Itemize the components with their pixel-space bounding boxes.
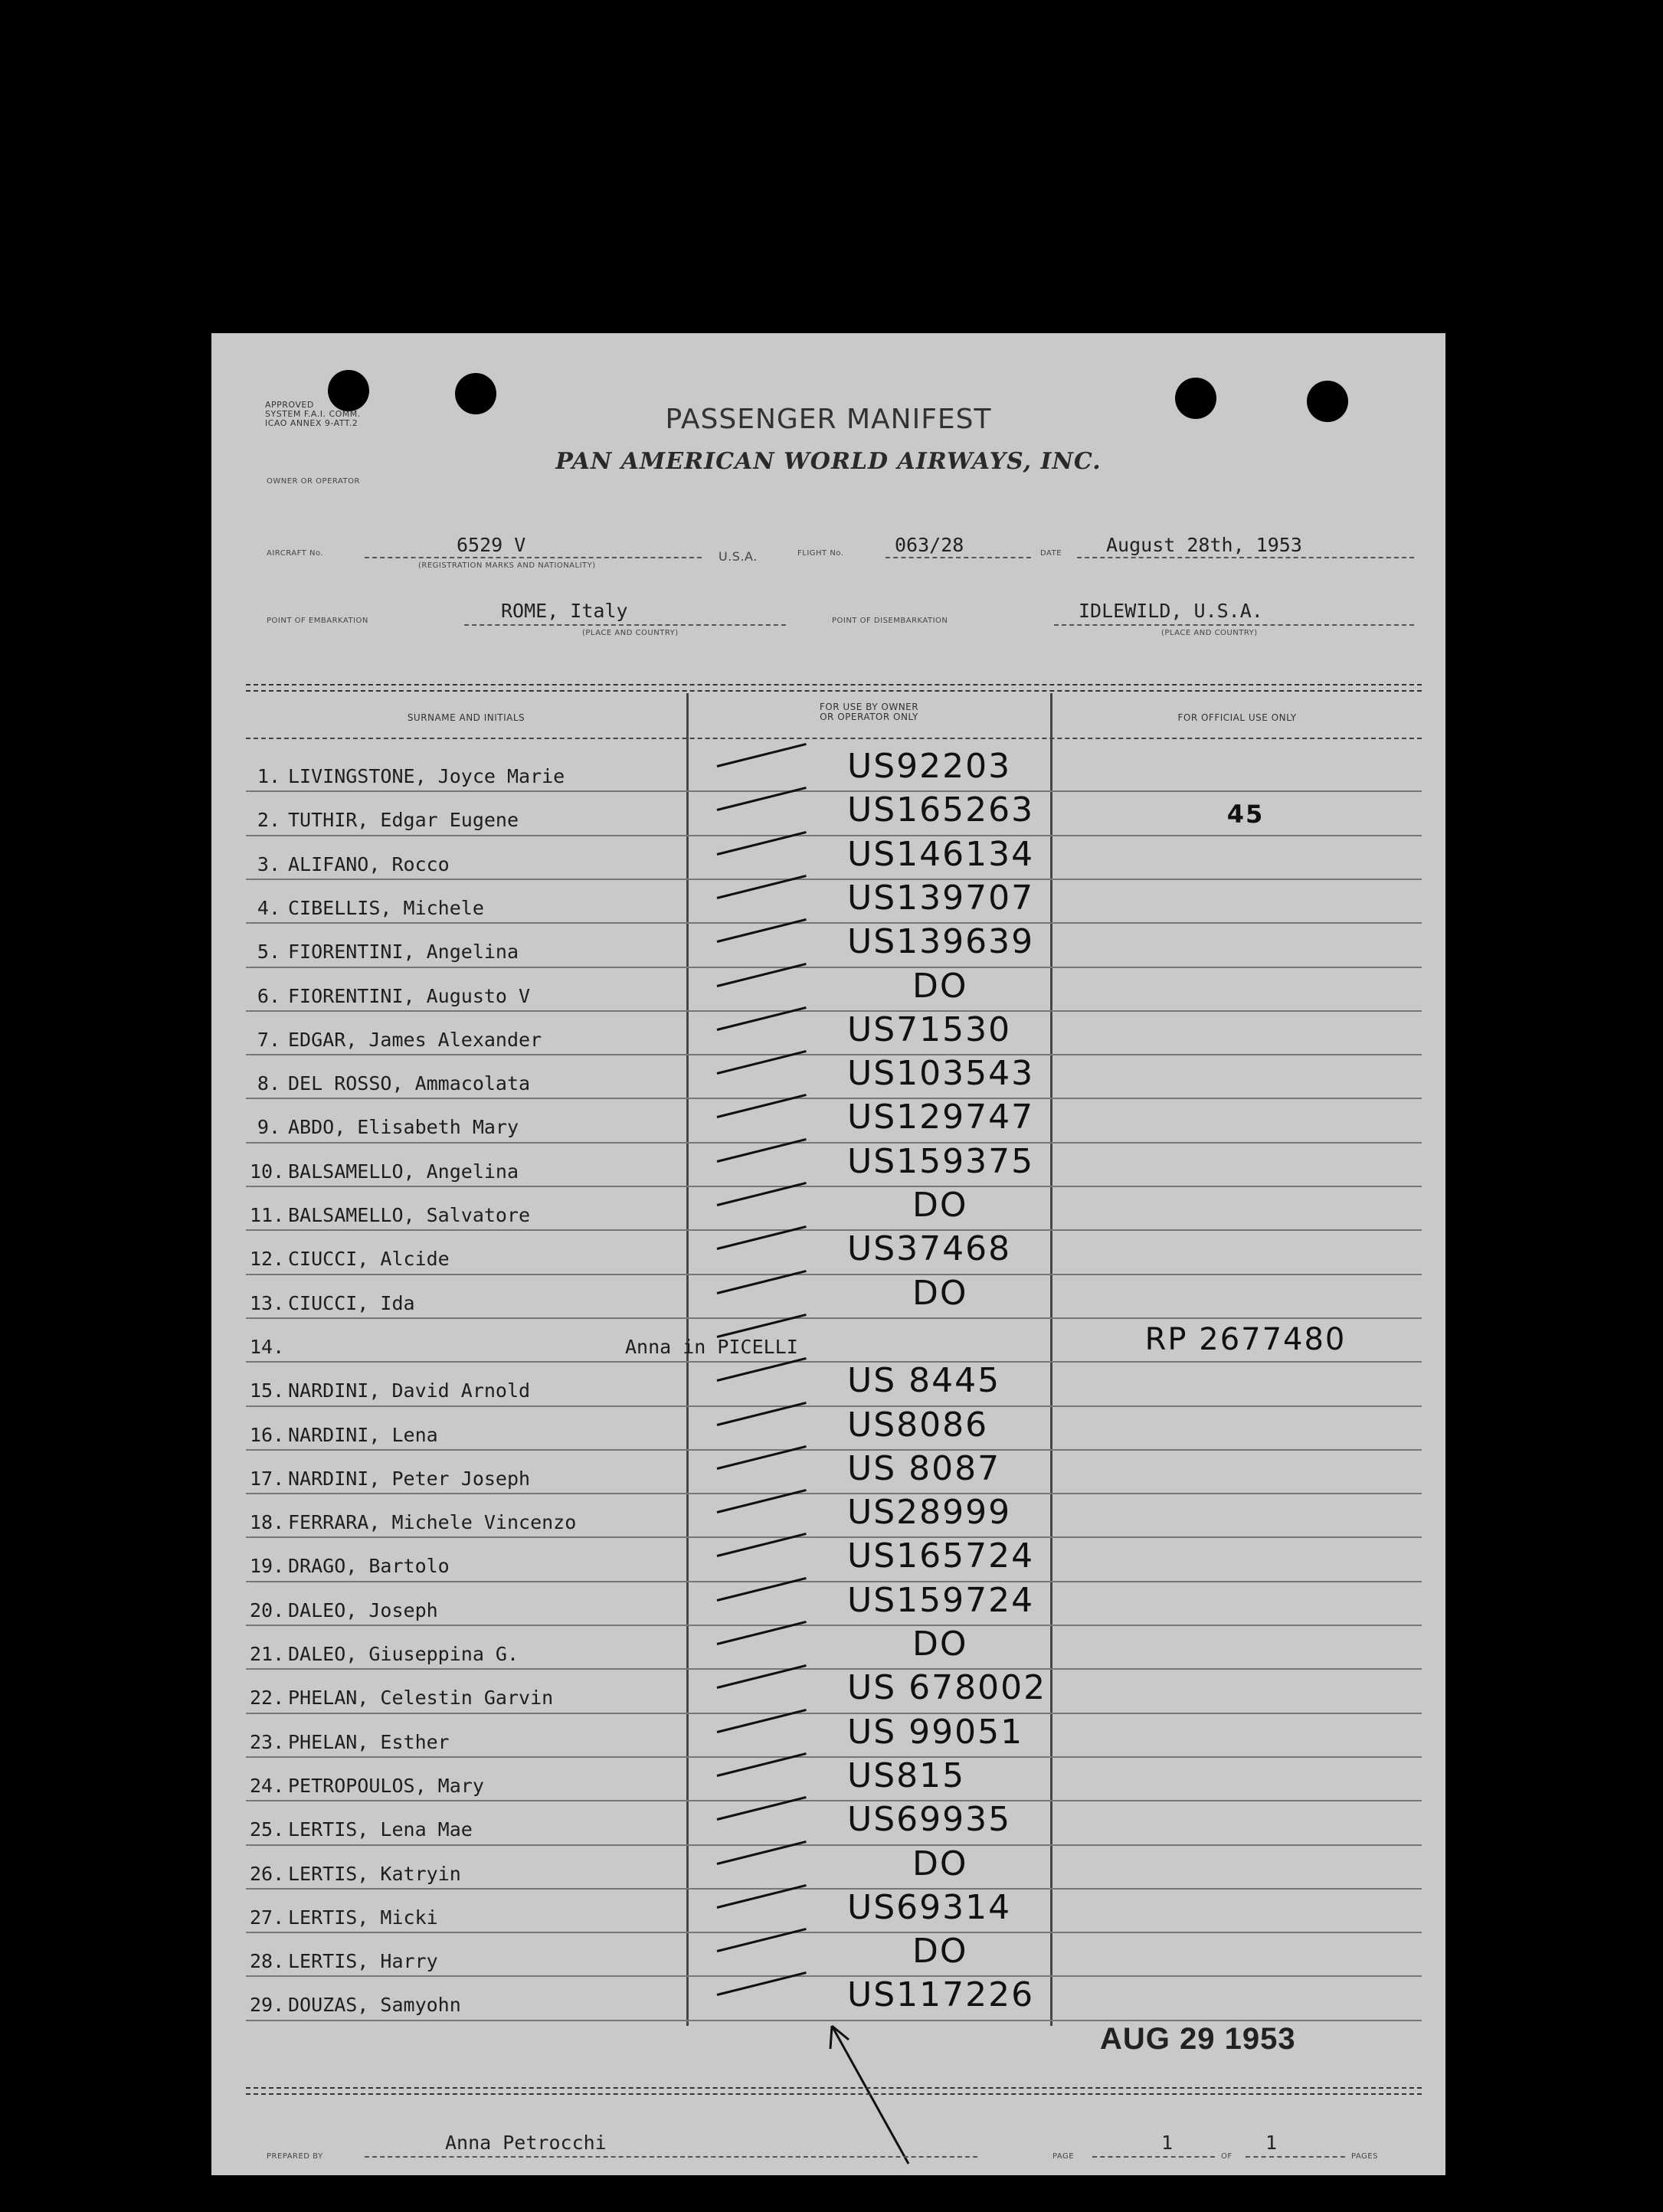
- table-row: [250, 1581, 1422, 1625]
- check-mark: [717, 1752, 807, 1777]
- passenger-number: 26.: [250, 1862, 285, 1885]
- passenger-number: 28.: [250, 1950, 285, 1973]
- passenger-number: 5.: [257, 941, 280, 964]
- passenger-name: DRAGO, Bartolo: [288, 1555, 450, 1578]
- table-row: [250, 1713, 1422, 1756]
- check-mark: [717, 1270, 807, 1294]
- table-row: [250, 1405, 1422, 1449]
- passenger-name: TUTHIR, Edgar Eugene: [288, 809, 519, 832]
- operator-ref: US69935: [847, 1800, 1012, 1840]
- operator-ref: US 99051: [847, 1712, 1024, 1752]
- disembarkation-label: POINT OF DISEMBARKATION: [832, 617, 948, 625]
- date-stamp: AUG 29 1953: [1100, 2022, 1296, 2056]
- airline-name: PAN AMERICAN WORLD AIRWAYS, INC.: [555, 448, 1102, 475]
- passenger-number: 29.: [250, 1994, 285, 2017]
- check-mark: [717, 1709, 807, 1733]
- check-mark: [717, 743, 807, 767]
- table-row: [250, 835, 1422, 879]
- passenger-number: 22.: [250, 1687, 285, 1710]
- owner-label: OWNER OR OPERATOR: [267, 477, 360, 486]
- check-mark: [717, 1971, 807, 1996]
- check-mark: [717, 1357, 807, 1382]
- passenger-number: 19.: [250, 1555, 285, 1578]
- date-label: DATE: [1040, 549, 1062, 558]
- passenger-number: 17.: [250, 1467, 285, 1490]
- passenger-name: CIUCCI, Ida: [288, 1291, 415, 1314]
- official-entry: RP 2677480: [1144, 1321, 1347, 1357]
- aircraft-caption: (REGISTRATION MARKS AND NATIONALITY): [418, 561, 596, 570]
- embarkation-label: POINT OF EMBARKATION: [267, 617, 368, 625]
- approval-line: ICAO ANNEX 9-ATT.2: [265, 418, 358, 428]
- passenger-number: 6.: [257, 984, 280, 1007]
- operator-ref: US 678002: [847, 1668, 1047, 1708]
- operator-ref: US139707: [847, 878, 1035, 918]
- passenger-name: BALSAMELLO, Angelina: [288, 1160, 519, 1183]
- pages-label: PAGES: [1351, 2152, 1378, 2161]
- check-mark: [717, 918, 807, 943]
- operator-ref: US28999: [847, 1493, 1012, 1533]
- passenger-name: DEL ROSSO, Ammacolata: [288, 1072, 531, 1095]
- operator-ref: DO: [912, 1273, 968, 1313]
- passenger-number: 18.: [250, 1511, 285, 1534]
- approval-line: SYSTEM F.A.I. COMM.: [265, 409, 361, 419]
- table-row: [250, 922, 1422, 966]
- check-mark: [717, 1796, 807, 1821]
- passenger-number: 4.: [257, 896, 280, 919]
- passenger-name: LERTIS, Lena Mae: [288, 1818, 473, 1841]
- passenger-number: 11.: [250, 1204, 285, 1226]
- form-title: PASSENGER MANIFEST: [665, 404, 992, 435]
- table-row: [250, 1536, 1422, 1580]
- operator-ref: US159724: [847, 1580, 1035, 1620]
- table-row: [250, 1844, 1422, 1888]
- passenger-name: NARDINI, David Arnold: [288, 1379, 531, 1402]
- table-row: [250, 1098, 1422, 1141]
- operator-ref: US815: [847, 1756, 966, 1795]
- operator-ref: US165724: [847, 1536, 1035, 1576]
- check-mark: [717, 787, 807, 811]
- check-mark: [717, 1489, 807, 1513]
- passenger-name: PHELAN, Celestin Garvin: [288, 1687, 554, 1710]
- table-row: [250, 1668, 1422, 1712]
- check-mark: [717, 1006, 807, 1031]
- table-row: [250, 747, 1422, 790]
- col-surname-header: SURNAME AND INITIALS: [407, 712, 525, 723]
- table-row: [250, 1625, 1422, 1668]
- table-row: [250, 967, 1422, 1010]
- passenger-name: LERTIS, Harry: [288, 1950, 438, 1973]
- passenger-name: NARDINI, Lena: [288, 1423, 438, 1446]
- passenger-number: 23.: [250, 1730, 285, 1753]
- passenger-number: 9.: [257, 1116, 280, 1139]
- check-mark: [717, 831, 807, 856]
- manifest-sheet: [211, 333, 1445, 2175]
- page-label: PAGE: [1052, 2152, 1075, 2161]
- table-row: [250, 1317, 1422, 1361]
- table-row: [250, 1888, 1422, 1932]
- passenger-name: LIVINGSTONE, Joyce Marie: [288, 765, 565, 787]
- table-row: [250, 1010, 1422, 1054]
- passenger-number: 2.: [257, 809, 280, 832]
- check-mark: [717, 963, 807, 987]
- table-row: [250, 1186, 1422, 1229]
- operator-ref: US159375: [847, 1141, 1035, 1181]
- table-row: [250, 1054, 1422, 1098]
- passenger-name: FIORENTINI, Augusto V: [288, 984, 531, 1007]
- operator-ref: US 8087: [847, 1448, 1001, 1488]
- passenger-name: DOUZAS, Samyohn: [288, 1994, 461, 2017]
- passenger-name: Anna in PICELLI: [625, 1335, 798, 1358]
- operator-ref: DO: [912, 1186, 968, 1225]
- passenger-name: BALSAMELLO, Salvatore: [288, 1204, 531, 1226]
- passenger-name: LERTIS, Micki: [288, 1906, 438, 1929]
- passenger-number: 25.: [250, 1818, 285, 1841]
- check-mark: [717, 1225, 807, 1250]
- embarkation-value: ROME, Italy: [501, 600, 628, 622]
- passenger-name: CIUCCI, Alcide: [288, 1248, 450, 1271]
- operator-ref: US103543: [847, 1054, 1035, 1094]
- table-row: [250, 1229, 1422, 1273]
- check-mark: [717, 1841, 807, 1865]
- table-row: [250, 1361, 1422, 1405]
- table-row: [250, 790, 1422, 834]
- passenger-number: 1.: [257, 765, 280, 787]
- check-mark: [717, 1138, 807, 1163]
- check-mark: [717, 875, 807, 899]
- operator-ref: DO: [912, 1625, 968, 1664]
- disembarkation-value: IDLEWILD, U.S.A.: [1079, 600, 1263, 622]
- passenger-name: LERTIS, Katryin: [288, 1862, 461, 1885]
- table-row: [250, 1975, 1422, 2019]
- check-mark: [717, 1928, 807, 1952]
- passenger-name: ALIFANO, Rocco: [288, 852, 450, 875]
- aircraft-value: 6529 V: [457, 534, 526, 556]
- check-mark: [717, 1314, 807, 1338]
- passenger-number: 12.: [250, 1248, 285, 1271]
- table-row: [250, 1449, 1422, 1493]
- passenger-number: 24.: [250, 1774, 285, 1797]
- operator-ref: DO: [912, 1932, 968, 1971]
- flight-label: FLIGHT No.: [797, 549, 844, 558]
- table-row: [250, 879, 1422, 922]
- of-label: OF: [1221, 2152, 1233, 2161]
- table-row: [250, 1756, 1422, 1800]
- passenger-number: 20.: [250, 1598, 285, 1621]
- passenger-number: 14.: [250, 1335, 285, 1358]
- nationality-label: U.S.A.: [719, 549, 758, 564]
- passenger-name: EDGAR, James Alexander: [288, 1028, 542, 1051]
- aircraft-label: AIRCRAFT No.: [267, 549, 324, 558]
- passenger-number: 8.: [257, 1072, 280, 1095]
- date-value: August 28th, 1953: [1106, 534, 1302, 556]
- operator-ref: US92203: [847, 747, 1012, 786]
- check-mark: [717, 1621, 807, 1645]
- check-mark: [717, 1664, 807, 1689]
- check-mark: [717, 1050, 807, 1075]
- operator-ref: US8086: [847, 1405, 989, 1445]
- official-entry: 45: [1226, 800, 1265, 830]
- passenger-number: 7.: [257, 1028, 280, 1051]
- arrow-mark: [801, 2018, 954, 2171]
- operator-ref: US117226: [847, 1975, 1035, 2015]
- of-value: 1: [1265, 2132, 1278, 2154]
- prepared-label: PREPARED BY: [267, 2152, 323, 2161]
- check-mark: [717, 1577, 807, 1602]
- operator-ref: US139639: [847, 922, 1035, 962]
- passenger-name: DALEO, Giuseppina G.: [288, 1643, 519, 1665]
- passenger-number: 27.: [250, 1906, 285, 1929]
- check-mark: [717, 1445, 807, 1470]
- operator-ref: US 8445: [847, 1361, 1001, 1401]
- operator-ref: US71530: [847, 1009, 1012, 1049]
- table-row: [250, 1493, 1422, 1536]
- operator-ref: US146134: [847, 834, 1035, 874]
- table-row: [250, 1142, 1422, 1186]
- check-mark: [717, 1094, 807, 1118]
- operator-ref: US165263: [847, 790, 1035, 830]
- operator-ref: DO: [912, 966, 968, 1006]
- embarkation-caption: (PLACE AND COUNTRY): [582, 629, 679, 637]
- passenger-name: DALEO, Joseph: [288, 1598, 438, 1621]
- operator-ref: US37468: [847, 1229, 1012, 1269]
- passenger-name: NARDINI, Peter Joseph: [288, 1467, 531, 1490]
- passenger-number: 10.: [250, 1160, 285, 1183]
- table-row: [250, 1932, 1422, 1975]
- page-value: 1: [1161, 2132, 1174, 2154]
- prepared-value: Anna Petrocchi: [445, 2132, 607, 2154]
- passenger-number: 15.: [250, 1379, 285, 1402]
- passenger-name: CIBELLIS, Michele: [288, 896, 484, 919]
- disembarkation-caption: (PLACE AND COUNTRY): [1161, 629, 1258, 637]
- check-mark: [717, 1402, 807, 1426]
- passenger-number: 21.: [250, 1643, 285, 1665]
- col-official-header: FOR OFFICIAL USE ONLY: [1177, 712, 1297, 723]
- check-mark: [717, 1884, 807, 1909]
- passenger-name: PHELAN, Esther: [288, 1730, 450, 1753]
- passenger-number: 3.: [257, 852, 280, 875]
- flight-value: 063/28: [895, 534, 964, 556]
- passenger-name: FIORENTINI, Angelina: [288, 941, 519, 964]
- passenger-number: 13.: [250, 1291, 285, 1314]
- operator-ref: US69314: [847, 1887, 1012, 1927]
- table-row: [250, 1800, 1422, 1844]
- passenger-name: FERRARA, Michele Vincenzo: [288, 1511, 577, 1534]
- passenger-name: ABDO, Elisabeth Mary: [288, 1116, 519, 1139]
- passenger-number: 16.: [250, 1423, 285, 1446]
- passenger-name: PETROPOULOS, Mary: [288, 1774, 484, 1797]
- approval-line: APPROVED: [265, 400, 314, 410]
- check-mark: [717, 1182, 807, 1206]
- operator-ref: DO: [912, 1844, 968, 1883]
- check-mark: [717, 1533, 807, 1557]
- table-row: [250, 1274, 1422, 1317]
- operator-ref: US129747: [847, 1098, 1035, 1137]
- col-operator-header: FOR USE BY OWNER OR OPERATOR ONLY: [819, 702, 919, 722]
